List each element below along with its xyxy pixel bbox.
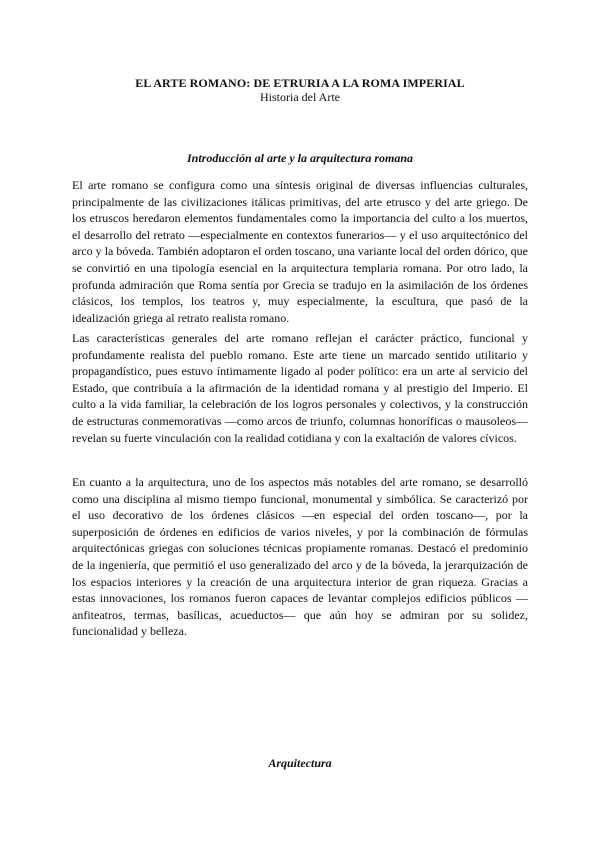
document-title: EL ARTE ROMANO: DE ETRURIA A LA ROMA IMPERIAL <box>135 76 465 90</box>
section-heading-introduccion: Introducción al arte y la arquitectura romana <box>186 151 414 165</box>
document-subtitle: Historia del Arte <box>260 90 340 104</box>
paragraph-influencias: El arte romano se configura como una síntesis original de diversas influencias culturales, principalmente de las civilizaciones itálicas primitivas, del arte etrusco y del arte griego. De los etruscos heredaron elementos fundamentales como la importancia del culto a los muertos, el desarrollo del retrato —especialmente en contextos funerarios— y el uso arquitectónico del arco y la bóveda. También adoptaron el orden toscano, una variante local del orden dórico, que se convirtió en una tipología esencial en la arquitectura templaria romana. Por otro lado, la profunda admiración que Roma sentía por Grecia se tradujo en la asimilación de los órdenes clásicos, los templos, los teatros y, muy especialmente, la escultura, que pasó de la idealización griega al retrato realista romano. <box>72 178 528 325</box>
section-heading-arquitectura: Arquitectura <box>268 756 332 770</box>
paragraph-arquitectura: En cuanto a la arquitectura, uno de los aspectos más notables del arte romano, se desarrolló como una disciplina al mismo tiempo funcional, monumental y simbólica. Se caracterizó por el uso decorativo de los órdenes clásicos —en especial del orden toscano—, por la superposición de órdenes en edificios de varios niveles, y por la combinación de fórmulas arquitectónicas griegas con soluciones técnicas propiamente romanas. Destacó el predominio de la ingeniería, que permitió el uso generalizado del arco y de la bóveda, la jerarquización de los espacios interiores y la creación de una arquitectura interior de gran riqueza. Gracias a estas innovaciones, los romanos fueron capaces de levantar complejos edificios públicos —anfiteatros, termas, basílicas, acueductos— que aún hoy se admiran por su solidez, funcionalidad y belleza. <box>72 475 528 639</box>
paragraph-caracteristicas: Las características generales del arte romano reflejan el carácter práctico, funcional y profundamente realista del pueblo romano. Este arte tiene un marcado sentido utilitario y propagandístico, pues estuvo íntimamente ligado al poder político: era un arte al servicio del Estado, que contribuía a la afirmación de la identidad romana y al prestigio del Imperio. El culto a la vida familiar, la celebración de los logros personales y colectivos, y la construcción de estructuras conmemorativas —como arcos de triunfo, columnas honoríficas o mausoleos— revelan su fuerte vinculación con la realidad cotidiana y con la exaltación de valores cívicos. <box>72 331 528 445</box>
